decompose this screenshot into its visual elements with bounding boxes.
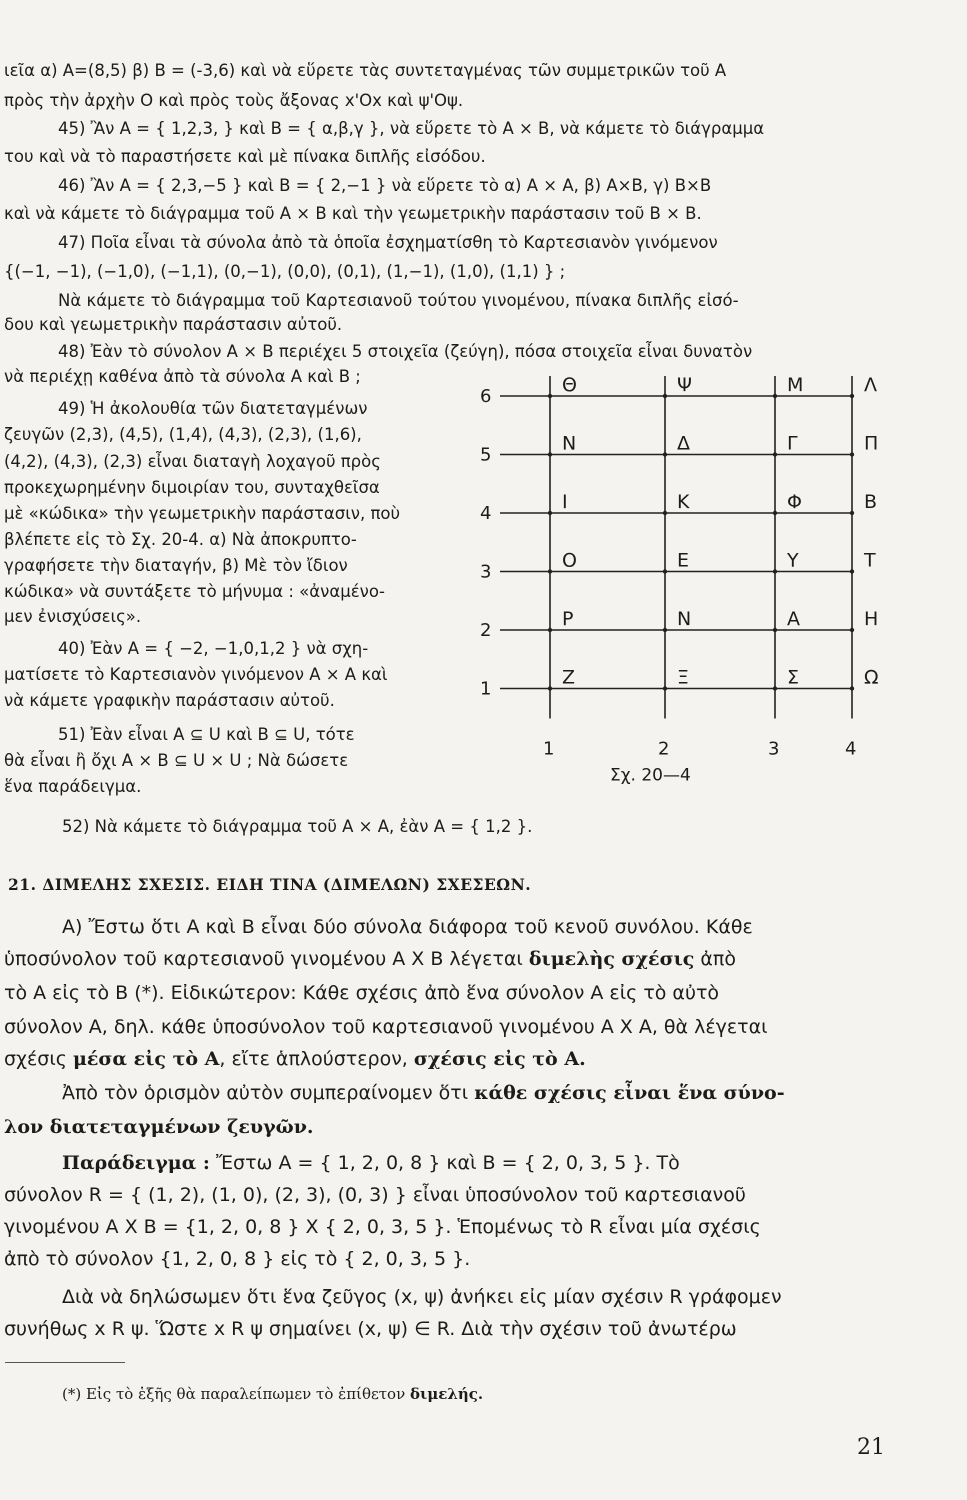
- section-paragraph-a-line-3: τὸ A εἰς τὸ B (*). Εἰδικώτερον: Κάθε σχέσις ἀπὸ ἕνα σύνολον A εἰς τὸ αὐτὸ: [4, 982, 720, 1004]
- grid-point: [773, 628, 777, 632]
- exercise-49-line-1: 49) Ἡ ἀκολουθία τῶν διατεταγμένων: [58, 399, 368, 418]
- grid-point: [850, 628, 854, 632]
- section-heading: 21. ΔΙΜΕΛΗΣ ΣΧΕΣΙΣ. ΕΙΔΗ ΤΙΝΑ (ΔΙΜΕΛΩΝ) ΣΧΕΣΕΩΝ.: [8, 875, 532, 894]
- section-paragraph-a-line-5: σχέσις μέσα εἰς τὸ A, εἴτε ἁπλούστερον, σχέσις εἰς τὸ A.: [4, 1048, 586, 1070]
- example-line-2: σύνολον R = { (1, 2), (1, 0), (2, 3), (0, 3) } εἶναι ὑποσύνολον τοῦ καρτεσιανοῦ: [4, 1184, 746, 1206]
- coordinate-code-grid: [470, 368, 879, 808]
- grid-point: [548, 569, 552, 573]
- exercise-51-line-1: 51) Ἐὰν εἶναι A ⊆ U καὶ B ⊆ U, τότε: [58, 725, 355, 744]
- exercise-49-line-9: μεν ἐνισχύσεις».: [4, 607, 142, 626]
- grid-letter: Ο: [562, 549, 577, 572]
- grid-letter: Ξ: [677, 666, 690, 689]
- section-paragraph-a-line-2: ὑποσύνολον τοῦ καρτεσιανοῦ γινομένου A X B λέγεται διμελὴς σχέσις ἀπὸ: [4, 948, 736, 970]
- footnote-divider: [5, 1362, 125, 1363]
- grid-point: [773, 394, 777, 398]
- example-line-1: Παράδειγμα : Ἔστω A = { 1, 2, 0, 8 } καὶ B = { 2, 0, 3, 5 }. Τὸ: [62, 1152, 680, 1174]
- section-paragraph-b-line-1: Ἀπὸ τὸν ὁρισμὸν αὐτὸν συμπεραίνομεν ὅτι κάθε σχέσις εἶναι ἕνα σύνο-: [62, 1082, 785, 1104]
- grid-point: [850, 569, 854, 573]
- exercise-44-line-2: πρὸς τὴν ἀρχὴν O καὶ πρὸς τοὺς ἄξονας x'Ox καὶ ψ'Oψ.: [4, 91, 464, 110]
- exercise-48-line-1: 48) Ἐὰν τὸ σύνολον A × B περιέχει 5 στοιχεῖα (ζεύγη), πόσα στοιχεῖα εἶναι δυνατὸν: [58, 342, 753, 361]
- grid-point: [548, 452, 552, 456]
- grid-letter: Ι: [562, 491, 568, 513]
- notation-line-2: συνήθως x R ψ. Ὥστε x R ψ σημαίνει (x, ψ) ∈ R. Διὰ τὴν σχέσιν τοῦ ἀνωτέρω: [4, 1318, 737, 1340]
- grid-letter: Τ: [864, 549, 876, 572]
- grid-point: [773, 452, 777, 456]
- exercise-40-line-2: ματίσετε τὸ Καρτεσιανὸν γινόμενον A × A καὶ: [4, 665, 388, 684]
- example-label: Παράδειγμα :: [62, 1152, 210, 1174]
- grid-letter: Ρ: [562, 608, 574, 630]
- grid-point: [850, 394, 854, 398]
- term-conclusion: κάθε σχέσις εἶναι ἕνα σύνο-: [474, 1082, 785, 1104]
- grid-point: [663, 452, 667, 456]
- grid-point: [663, 511, 667, 515]
- exercise-46-line-1: 46) Ἂν A = { 2,3,−5 } καὶ B = { 2,−1 } νὰ εὕρετε τὸ α) A × A, β) A×B, γ) B×B: [58, 176, 712, 195]
- footnote-bold: διμελής.: [409, 1385, 484, 1403]
- example-line-3: γινομένου A X B = {1, 2, 0, 8 } X { 2, 0, 3, 5 }. Ἑπομένως τὸ R εἶναι μία σχέσις: [4, 1216, 761, 1238]
- grid-point: [548, 511, 552, 515]
- exercise-47-line-1: 47) Ποῖα εἶναι τὰ σύνολα ἀπὸ τὰ ὁποῖα ἐσχηματίσθη τὸ Καρτεσιανὸν γινόμενον: [58, 233, 718, 252]
- grid-letter: Γ: [787, 432, 798, 455]
- x-axis-label: 4: [845, 738, 857, 760]
- grid-point: [850, 452, 854, 456]
- term-mesa: μέσα εἰς τὸ A: [72, 1048, 220, 1070]
- exercise-47-line-3: Νὰ κάμετε τὸ διάγραμμα τοῦ Καρτεσιανοῦ τούτου γινομένου, πίνακα διπλῆς εἰσό-: [58, 291, 739, 310]
- grid-point: [773, 686, 777, 690]
- grid-point: [663, 394, 667, 398]
- section-paragraph-b-line-2: λον διατεταγμένων ζευγῶν.: [4, 1116, 314, 1138]
- section-paragraph-a-line-1: A) Ἔστω ὅτι A καὶ B εἶναι δύο σύνολα διάφορα τοῦ κενοῦ συνόλου. Κάθε: [62, 916, 753, 938]
- grid-letter: Υ: [787, 549, 799, 572]
- grid-point: [663, 628, 667, 632]
- y-axis-label: 2: [480, 620, 492, 641]
- exercise-49-line-2: ζευγῶν (2,3), (4,5), (1,4), (4,3), (2,3), (1,6),: [4, 425, 362, 444]
- exercise-49-line-7: γραφήσετε τὴν διαταγήν, β) Μὲ τὸν ἴδιον: [4, 556, 348, 575]
- y-axis-label: 1: [480, 678, 492, 700]
- exercise-49-line-3: (4,2), (4,3), (2,3) εἶναι διαταγὴ λοχαγοῦ πρὸς: [4, 452, 381, 471]
- grid-letter: Λ: [864, 374, 877, 396]
- x-axis-label: 2: [658, 738, 670, 760]
- y-axis-label: 6: [480, 386, 492, 407]
- grid-point: [548, 686, 552, 690]
- exercise-48-line-2: νὰ περιέχῃ καθένα ἀπὸ τὰ σύνολα A καὶ B ;: [4, 367, 361, 386]
- page-number: 21: [857, 1435, 885, 1460]
- exercise-44-line-1: ιεῖα α) A=(8,5) β) B = (-3,6) καὶ νὰ εὕρετε τὰς συντεταγμένας τῶν συμμετρικῶν τοῦ A: [4, 61, 727, 80]
- grid-letter: Σ: [787, 666, 800, 689]
- figure-caption: Σχ. 20—4: [610, 765, 691, 786]
- exercise-49-line-5: μὲ «κώδικα» τὴν γεωμετρικὴν παράστασιν, ποὺ: [4, 504, 401, 523]
- grid-letter: Ν: [562, 432, 577, 455]
- exercise-40-line-3: νὰ κάμετε γραφικὴν παράστασιν αὐτοῦ.: [4, 691, 335, 710]
- footnote: (*) Εἰς τὸ ἑξῆς θὰ παραλείπωμεν τὸ ἐπίθετον διμελής.: [62, 1385, 484, 1403]
- grid-letter: Η: [864, 608, 879, 630]
- grid-point: [663, 686, 667, 690]
- grid-point: [773, 569, 777, 573]
- exercise-51-line-3: ἕνα παράδειγμα.: [4, 777, 142, 796]
- grid-point: [773, 511, 777, 515]
- grid-point: [663, 569, 667, 573]
- grid-letter: Μ: [787, 374, 804, 396]
- y-axis-label: 3: [480, 561, 492, 583]
- grid-point: [850, 511, 854, 515]
- exercise-52-line-1: 52) Νὰ κάμετε τὸ διάγραμμα τοῦ A × A, ἐὰν A = { 1,2 }.: [62, 817, 533, 836]
- y-axis-label: 4: [480, 503, 492, 524]
- exercise-46-line-2: καὶ νὰ κάμετε τὸ διάγραμμα τοῦ A × B καὶ τὴν γεωμετρικὴν παράστασιν τοῦ B × B.: [4, 204, 702, 223]
- x-axis-label: 3: [768, 738, 780, 760]
- notation-line-1: Διὰ νὰ δηλώσωμεν ὅτι ἕνα ζεῦγος (x, ψ) ἀνήκει εἰς μίαν σχέσιν R γράφομεν: [62, 1286, 782, 1308]
- exercise-49-line-4: προκεχωρημένην διμοιρίαν του, συνταχθεῖσα: [4, 478, 380, 497]
- example-line-4: ἀπὸ τὸ σύνολον {1, 2, 0, 8 } εἰς τὸ { 2, 0, 3, 5 }.: [4, 1248, 471, 1270]
- term-dimelis-schesis: διμελὴς σχέσις: [528, 948, 695, 970]
- grid-letter: Α: [787, 608, 800, 630]
- y-axis-label: 5: [480, 444, 492, 466]
- grid-letter: Ζ: [562, 666, 576, 689]
- grid-point: [548, 628, 552, 632]
- exercise-49-line-6: βλέπετε εἰς τὸ Σχ. 20-4. α) Νὰ ἀποκρυπτο-: [4, 530, 357, 549]
- exercise-49-line-8: κώδικα» νὰ συντάξετε τὸ μήνυμα : «ἀναμένο-: [4, 582, 385, 601]
- grid-letter: Π: [864, 432, 879, 455]
- grid-letter: Ν: [677, 608, 692, 630]
- grid-letter: Ε: [677, 549, 690, 572]
- exercise-45-line-1: 45) Ἂν A = { 1,2,3, } καὶ B = { α,β,γ }, νὰ εὕρετε τὸ A × B, νὰ κάμετε τὸ διάγραμμα: [58, 119, 765, 138]
- grid-letter: Δ: [677, 432, 690, 455]
- grid-letter: Ψ: [677, 374, 692, 396]
- grid-letter: Φ: [787, 491, 802, 513]
- exercise-45-line-2: του καὶ νὰ τὸ παραστήσετε καὶ μὲ πίνακα διπλῆς εἰσόδου.: [4, 147, 486, 166]
- x-axis-label: 1: [543, 738, 555, 760]
- grid-letter: Β: [864, 491, 878, 513]
- exercise-51-line-2: θὰ εἶναι ἢ ὄχι A × B ⊆ U × U ; Νὰ δώσετε: [4, 751, 349, 770]
- exercise-47-line-4: δου καὶ γεωμετρικὴν παράστασιν αὐτοῦ.: [4, 315, 343, 334]
- exercise-40-line-1: 40) Ἐὰν A = { −2, −1,0,1,2 } νὰ σχη-: [58, 639, 369, 658]
- term-schesis-eis: σχέσις εἰς τὸ A.: [413, 1048, 586, 1070]
- grid-letter: Ω: [864, 666, 879, 689]
- grid-letter: Θ: [562, 374, 577, 396]
- grid-point: [548, 394, 552, 398]
- section-paragraph-a-line-4: σύνολον A, δηλ. κάθε ὑποσύνολον τοῦ καρτεσιανοῦ γινομένου A X A, θὰ λέγεται: [4, 1016, 768, 1038]
- grid-letter: Κ: [677, 491, 690, 513]
- exercise-47-line-2: {(−1, −1), (−1,0), (−1,1), (0,−1), (0,0), (0,1), (1,−1), (1,0), (1,1) } ;: [4, 262, 566, 281]
- grid-point: [850, 686, 854, 690]
